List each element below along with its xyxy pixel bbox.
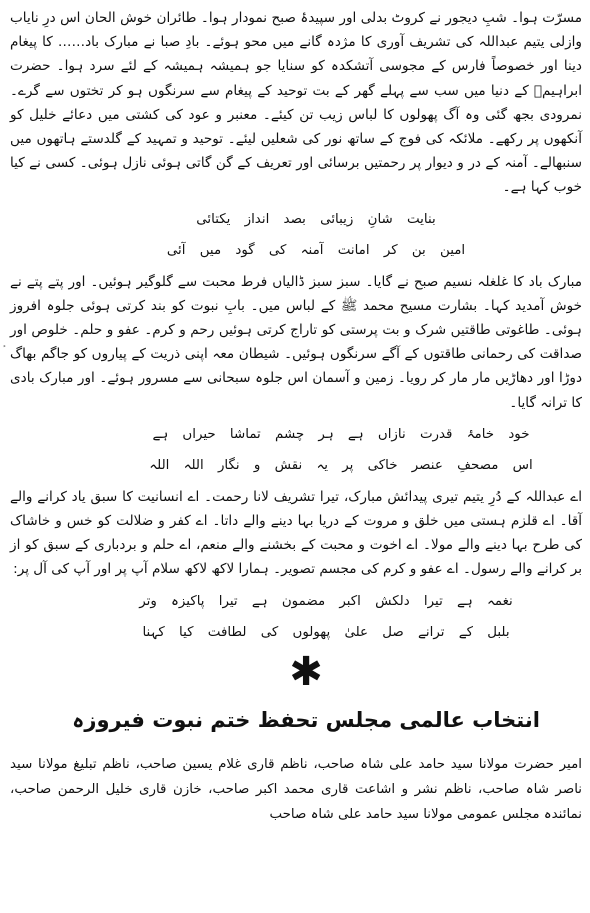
article-paragraph-1: مسرّت ہوا۔ شبِ دیجور نے کروٹ بدلی اور سپیدۂ صبح نمودار ہوا۔ طائران خوش الحان اس درِ نایاب وازلی یتیم عبداللہ کی تشریف آوری کا مژدہ گانے میں محو ہوئے۔ بادِ صبا نے مبارک باد…… کا پیغام دینا اور خصوصاً فارس کے مجوسی آتشکدہ کو سنایا جو ہمیشہ ہمیشہ کے لئے سرد ہوا۔ حضرت ابراہیمؑ کے دنیا میں سب سے پہلے گھر کے بت توحید کے پیغام سے سرنگوں ہو کر تختوں سے گرے۔ نمرودی بجھ گئی وہ آگ پھولوں کا لباس زیب تن کیئے۔ معنبر و عود کی کشتی میں دعائے خلیل کو آنکھوں پر رکھے۔ ملائکہ کی فوج کے ساتھ نور کی شعلیں لیئے۔ توحید و تمہید کے گلدستے ہاتھوں میں سنبھالے۔ آمنہ کے در و دیوار پر رحمتیں برسائی اور تعریف کے گن گاتی ہوئی نازل ہوئی۔ کسی نے کیا خوب کہا ہے۔ — [10, 10, 582, 196]
election-heading: انتخاب عالمی مجلس تحفظ ختم نبوت فیروزہ — [72, 707, 540, 732]
couplet-1-line-2: امین بن کر امانت آمنہ کی گود میں آئی — [166, 242, 466, 258]
couplet-1-line-1: بنایت شانِ زیبائی بصد انداز یکتائی — [196, 211, 436, 227]
couplet-2-line-1: خود خامۂ قدرت نازاں ہے ہر چشم تماشا حیراں ہے — [152, 426, 530, 442]
couplet-2-line-2: اس مصحفِ عنصر خاکی پر یہ نقش و نگار اللہ اللہ — [149, 457, 533, 473]
couplet-3-line-1: نغمہ ہے تیرا دلکش اکبر مضمون ہے تیرا پاکیزہ وتر — [139, 593, 513, 609]
article-paragraph-2: مبارک باد کا غلغلہ نسیم صبح نے گایا۔ سبز سبز ڈالیاں فرط محبت سے گلوگیر ہوئیں۔ اور پتے پتے نے خوش آمدید کہا۔ بشارت مسیح محمد ﷺ کے لباس میں۔ بابِ نبوت کو بند کرتی ہوئی جلوہ افروز ہوئی۔ طاغوتی طاقتیں شرک و بت پرستی کو تاراج کرتی ہوئیں رحم و کرم۔ عفو و حلم۔ خلوص اور صداقت کی رحمانی طاقتوں کے آگے سرنگوں ہوئیں۔ شیطان معہ اپنی ذریت کے پیاروں کو جاگم بھاگ دوڑا اور دھاڑیں مار مار کر رویا۔ زمین و آسمان اس جلوہ سبحانی سے مسرور ہوئے۔ اور مبارک بادی کا ترانہ گایا۔ — [10, 273, 582, 411]
asterisk-separator-icon: ✱ — [289, 648, 323, 695]
election-roster: امیر حضرت مولانا سید حامد علی شاہ صاحب، ناظم قاری غلام یسین صاحب، ناظم تبلیغ مولانا سید ناصر شاہ صاحب، ناظم نشر و اشاعت قاری محمد اکبر صاحب، خازن قاری خلیل الرحمن صاحب، نمائندہ مجلس عمومی مولانا سید حامد علی شاہ صاحب — [10, 756, 582, 822]
couplet-3 — [10, 586, 582, 648]
article-paragraph-3: اے عبداللہ کے دُرِ یتیم تیری پیدائش مبارک، تیرا تشریف لانا رحمت۔ اے انسانیت کا سبق یاد کرانے والے آقا۔ اے قلزم ہستی میں خلق و مروت کے دریا بہا دینے والے داتا۔ اے کفر و ضلالت کو خس و خاشاک کی طرح بہا دینے والے مولا۔ اے اخوت و محبت کے بخشنے والے منعم، اے حلم و بردباری کے سبق کو از بر کرانے والے رسول۔ اے عفو و کرم کی مجسم تصویر۔ ہمارا لاکھ لاکھ سلام آپ پر اور آپ کی آل پر: — [10, 488, 582, 578]
couplet-3-line-2: بلبل کے ترانے صل علیٰ پھولوں کی لطافت کیا کہنا — [142, 624, 510, 640]
couplet-2 — [10, 419, 582, 481]
couplet-1 — [10, 204, 582, 266]
